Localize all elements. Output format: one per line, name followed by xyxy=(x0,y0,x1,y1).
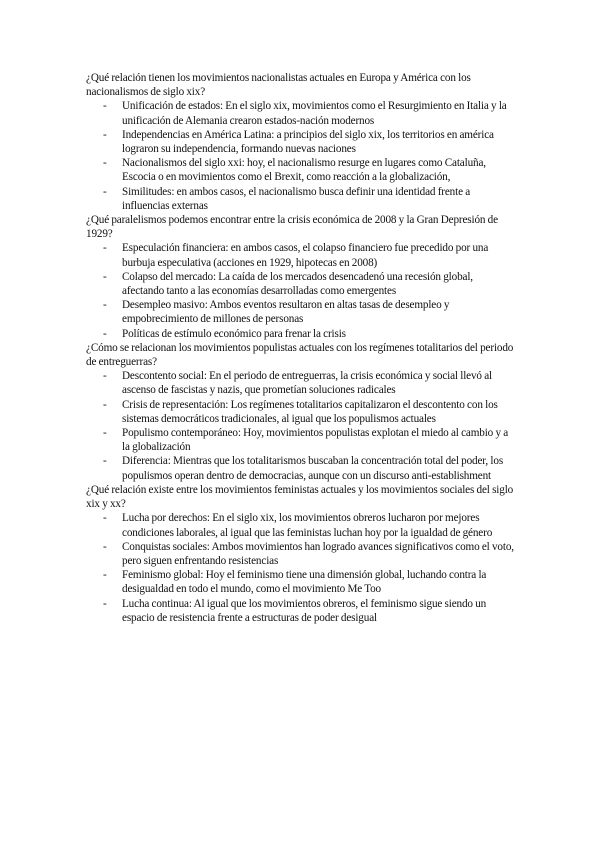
question-heading: ¿Qué relación tienen los movimientos nacionalistas actuales en Europa y América con los nacionalismos de siglo xix? xyxy=(86,72,471,99)
dash-bullet-icon: - xyxy=(103,327,107,340)
dash-bullet-icon: - xyxy=(103,100,107,113)
list-item-text: Colapso del mercado: La caída de los mercados desencadenó una recesión global, afectando tanto a las economías desarrolladas como emergentes xyxy=(122,270,473,298)
dash-bullet-icon: - xyxy=(103,512,107,525)
dash-bullet-icon: - xyxy=(103,427,107,440)
dash-bullet-icon: - xyxy=(103,540,107,553)
list-item xyxy=(103,99,516,127)
dash-bullet-icon: - xyxy=(103,398,107,411)
list-item xyxy=(103,185,516,213)
list-item xyxy=(103,327,516,341)
list-item-text: Políticas de estímulo económico para frenar la crisis xyxy=(122,327,346,340)
list-item xyxy=(103,426,516,454)
list-item xyxy=(103,597,516,625)
list-item xyxy=(103,369,516,397)
list-item xyxy=(103,298,516,326)
bullet-list xyxy=(86,369,516,483)
list-item-text: Independencias en América Latina: a principios del siglo xix, los territorios en américa lograron su independencia, formando nuevas naciones xyxy=(122,128,494,156)
list-item xyxy=(103,241,516,269)
section-economic-crisis xyxy=(86,213,516,341)
list-item-text: Lucha continua: Al igual que los movimientos obreros, el feminismo sigue siendo un espacio de resistencia frente a estructuras de poder desigual xyxy=(122,597,487,624)
list-item-text: Unificación de estados: En el siglo xix, movimientos como el Resurgimiento en Italia y la unificación de Alemania crearon estados-nación modernos xyxy=(122,100,507,127)
dash-bullet-icon: - xyxy=(103,185,107,198)
list-item-text: Especulación financiera: en ambos casos, el colapso financiero fue precedido por una burbuja especulativa (acciones en 1929, hipotecas en 2008) xyxy=(122,242,489,269)
section-feminism xyxy=(86,483,516,625)
list-item-text: Feminismo global: Hoy el feminismo tiene una dimensión global, luchando contra la desigualdad en todo el mundo, como el movimiento Me Too xyxy=(122,569,487,596)
list-item xyxy=(103,128,516,156)
list-item-text: Lucha por derechos: En el siglo xix, los movimientos obreros lucharon por mejores condiciones laborales, al igual que las feministas luchan hoy por la igualdad de género xyxy=(122,512,493,539)
list-item-text: Diferencia: Mientras que los totalitarismos buscaban la concentración total del poder, los populismos operan dentro de democracias, aunque con un discurso anti-establishment xyxy=(122,455,504,482)
dash-bullet-icon: - xyxy=(103,597,107,610)
list-item xyxy=(103,156,516,184)
document-body xyxy=(86,71,516,625)
question-heading: ¿Qué paralelismos podemos encontrar entre la crisis económica de 2008 y la Gran Depresión de 1929? xyxy=(86,214,498,241)
bullet-list xyxy=(86,241,516,340)
bullet-list xyxy=(86,99,516,213)
list-item xyxy=(103,398,516,426)
dash-bullet-icon: - xyxy=(103,370,107,383)
list-item-text: Descontento social: En el periodo de entreguerras, la crisis económica y social llevó al ascenso de fascistas y nazis, que prometían soluciones radicales xyxy=(122,370,492,397)
section-nationalism xyxy=(86,71,516,213)
list-item-text: Similitudes: en ambos casos, el nacionalismo busca definir una identidad frente a influencias externas xyxy=(122,185,471,212)
list-item-text: Populismo contemporáneo: Hoy, movimientos populistas explotan el miedo al cambio y a la globalización xyxy=(122,427,509,454)
list-item xyxy=(103,270,516,298)
section-populism xyxy=(86,341,516,483)
list-item xyxy=(103,511,516,539)
dash-bullet-icon: - xyxy=(103,569,107,582)
dash-bullet-icon: - xyxy=(103,270,107,283)
dash-bullet-icon: - xyxy=(103,242,107,255)
dash-bullet-icon: - xyxy=(103,128,107,141)
list-item xyxy=(103,568,516,596)
dash-bullet-icon: - xyxy=(103,299,107,312)
list-item-text: Conquistas sociales: Ambos movimientos han logrado avances significativos como el voto, pero siguen enfrentando resistencias xyxy=(122,540,514,567)
question-heading: ¿Qué relación existe entre los movimientos feministas actuales y los movimientos sociales del siglo xix y xx? xyxy=(86,483,514,511)
list-item xyxy=(103,454,516,482)
list-item-text: Desempleo masivo: Ambos eventos resultaron en altas tasas de desempleo y empobrecimiento de millones de personas xyxy=(122,299,450,326)
list-item xyxy=(103,540,516,568)
dash-bullet-icon: - xyxy=(103,157,107,170)
bullet-list xyxy=(86,511,516,625)
dash-bullet-icon: - xyxy=(103,455,107,468)
question-heading: ¿Cómo se relacionan los movimientos populistas actuales con los regímenes totalitarios del periodo de entreguerras? xyxy=(86,341,514,369)
list-item-text: Nacionalismos del siglo xxi: hoy, el nacionalismo resurge en lugares como Cataluña, Escocia o en movimientos como el Brexit, como reacción a la globalización, xyxy=(122,157,486,184)
list-item-text: Crisis de representación: Los regímenes totalitarios capitalizaron el descontento con los sistemas democráticos tradicionales, al igual que los populismos actuales xyxy=(122,398,498,425)
